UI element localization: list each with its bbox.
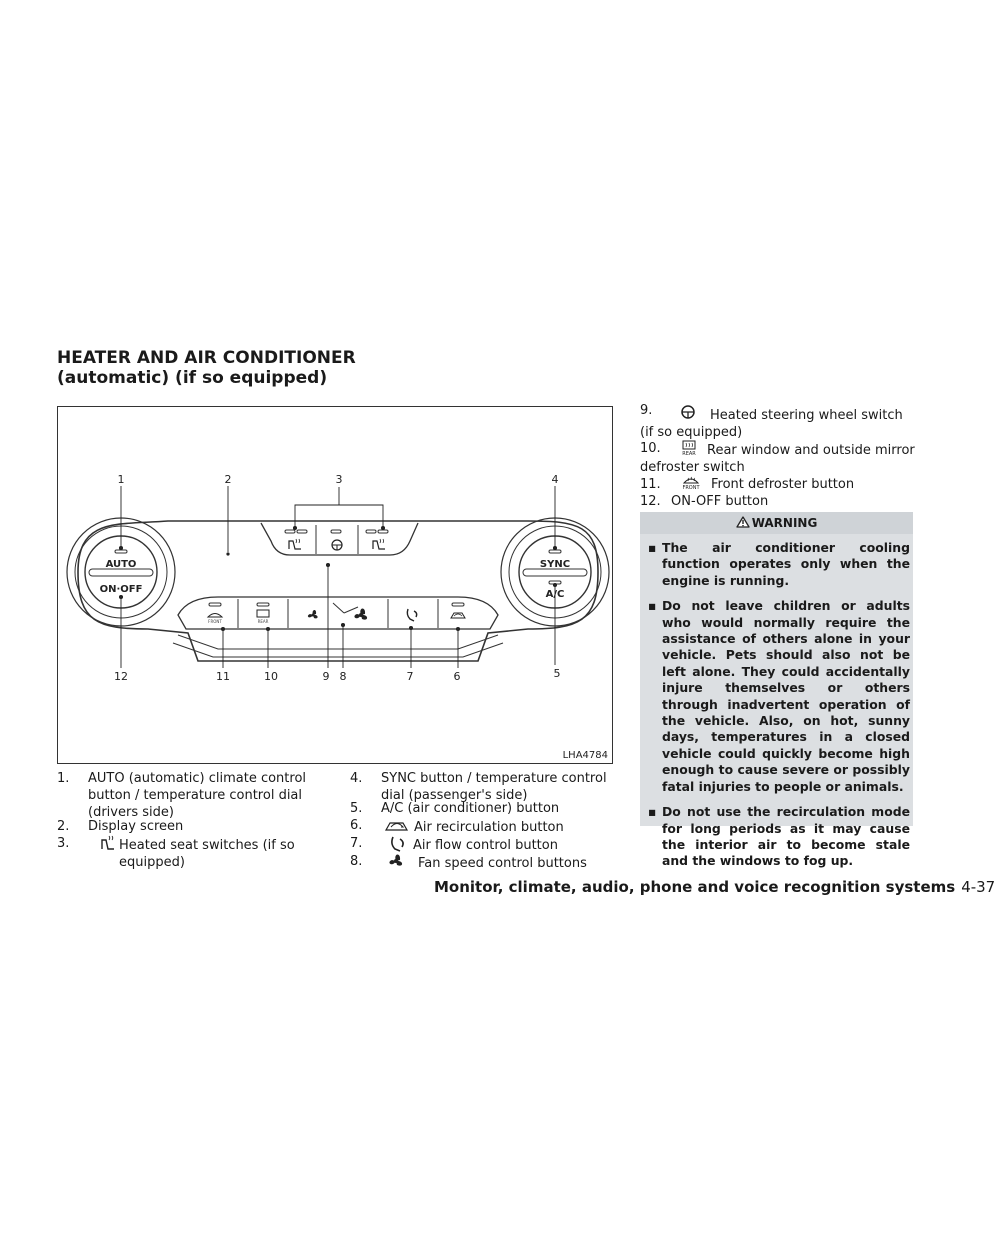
rear-defroster-icon-panel [257,610,269,624]
warning-list [648,540,910,879]
callout-6: 6 [453,670,461,683]
on-off-label: ON·OFF [99,584,143,595]
air-recirculation-icon [385,818,411,832]
front-label-panel: FRONT [208,619,222,624]
callout-9: 9 [322,670,330,683]
heated-seat-icon [99,835,115,851]
rear-label-panel: REAR [257,619,269,624]
front-defroster-icon-panel [208,614,222,625]
climate-panel-illustration [58,407,612,763]
climate-panel-figure [57,406,613,764]
callout-12: 12 [114,670,128,683]
heated-seat-icon-left [289,539,301,549]
warning-triangle-icon [736,516,750,528]
warning-item: ▪ Do not use the recirculation mode for long periods as it may cause the interior air to become stale and the windows to fog up. [648,804,910,869]
callout-3: 3 [335,473,343,486]
warning-item: ▪ The air conditioner cooling function operates only when the engine is running. [648,540,910,588]
front-defroster-icon [680,474,702,490]
fan-icon-high [354,608,367,619]
air-flow-icon-panel [407,609,416,621]
callout-10: 10 [264,670,278,683]
figure-id: LHA4784 [562,750,608,761]
callout-11: 11 [216,670,230,683]
heated-seat-icon-right [373,539,385,549]
fan-icon-low [308,610,318,618]
chapter-title: Monitor, climate, audio, phone and voice recognition systems [434,878,956,896]
auto-label: AUTO [105,559,137,570]
page-footer [434,878,995,896]
sync-label: SYNC [539,559,571,570]
callout-1: 1 [117,473,125,486]
steering-wheel-icon-panel [332,540,342,550]
ac-label: A/C [545,589,565,600]
warning-box [640,512,913,869]
rear-icon-label: REAR [682,451,696,457]
callout-4: 4 [551,473,559,486]
front-icon-label: FRONT [682,485,700,491]
page-number: 4-37 [961,878,995,896]
callout-2: 2 [224,473,232,486]
warning-item: ▪ Do not leave children or adults who would normally require the assistance of others alone in your vehicle. Pets should also not be left alone. They could accidentally injure themselves or others through inadvertent operation of the vehicle. Also, on hot, sunny days, temperatures in a closed vehicle could quickly become high enough to cause severe or possibly fatal injuries to people or animals. [648,598,910,794]
section-title-line1: HEATER AND AIR CONDITIONER [57,348,356,368]
section-title [57,348,356,388]
warning-heading: WARNING [640,512,913,534]
fan-icon [388,853,404,869]
callout-7: 7 [406,670,414,683]
air-flow-icon [388,835,406,853]
air-recirculation-icon-panel [451,613,465,618]
callout-8: 8 [339,670,347,683]
callout-5: 5 [553,667,561,680]
section-title-line2: (automatic) (if so equipped) [57,368,328,388]
